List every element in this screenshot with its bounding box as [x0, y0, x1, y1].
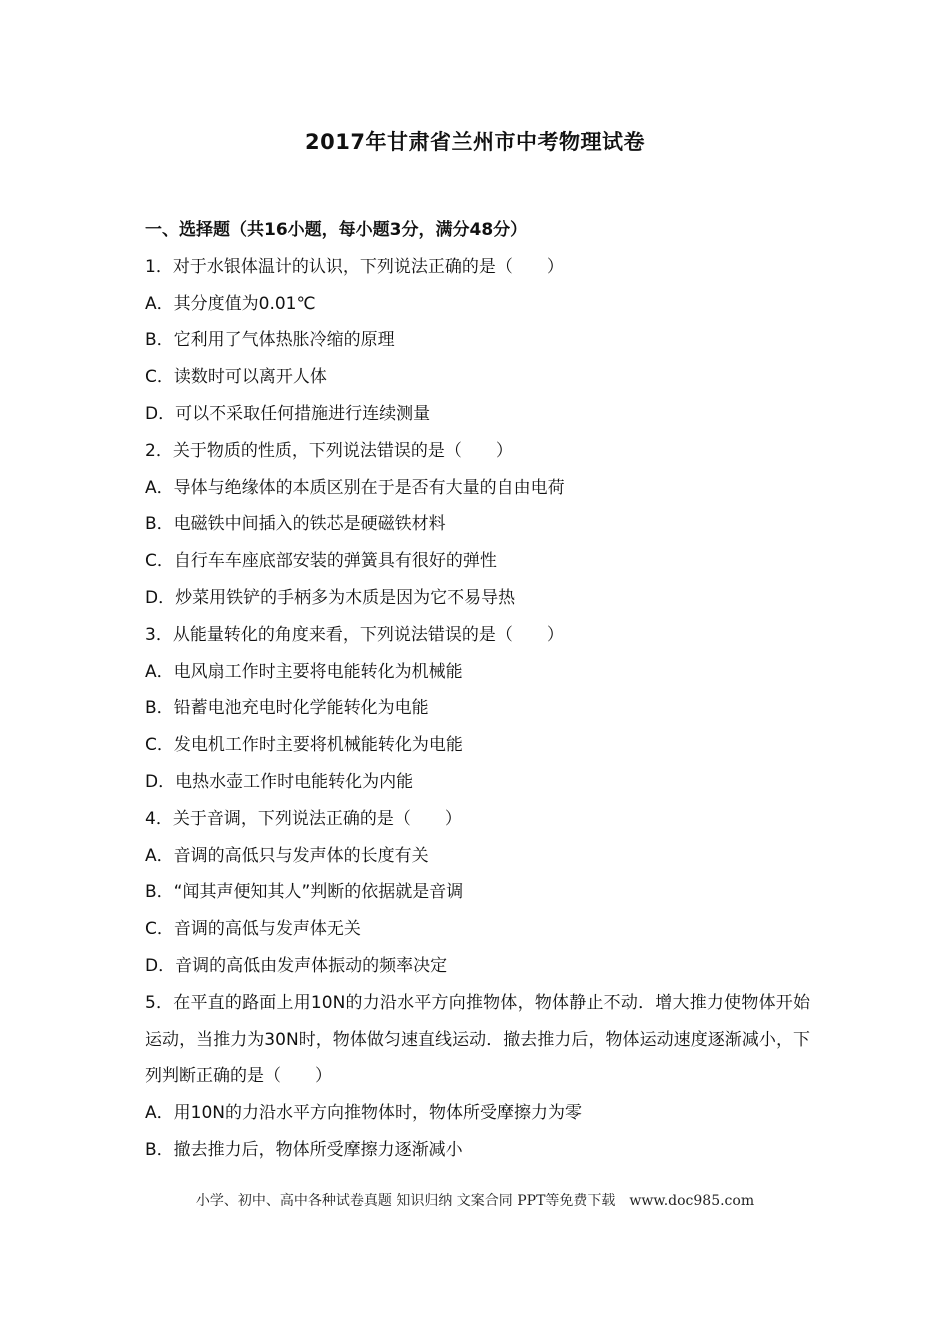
- option-d: D．可以不采取任何措施进行连续测量: [145, 403, 431, 424]
- option-c: C．发电机工作时主要将机械能转化为电能: [145, 735, 463, 756]
- question-stem: 3．从能量转化的角度来看，下列说法错误的是（ ）: [145, 624, 564, 645]
- option-c: C．读数时可以离开人体: [145, 367, 327, 388]
- option-a: A．电风扇工作时主要将电能转化为机械能: [145, 661, 463, 682]
- option-b: B．撤去推力后，物体所受摩擦力逐渐减小: [145, 1139, 463, 1160]
- option-b: B．铅蓄电池充电时化学能转化为电能: [145, 698, 429, 719]
- option-c: C．自行车车座底部安装的弹簧具有很好的弹性: [145, 551, 497, 572]
- option-d: D．电热水壶工作时电能转化为内能: [145, 771, 414, 792]
- page-title: 2017年甘肃省兰州市中考物理试卷: [305, 130, 645, 154]
- option-b: B．“闻其声便知其人”判断的依据就是音调: [145, 882, 464, 903]
- section-heading: 一、选择题（共16小题，每小题3分，满分48分）: [145, 220, 528, 240]
- option-d: D．音调的高低由发声体振动的频率决定: [145, 955, 448, 976]
- question-stem: 1．对于水银体温计的认识，下列说法正确的是（ ）: [145, 256, 564, 277]
- option-a: A．音调的高低只与发声体的长度有关: [145, 845, 429, 866]
- option-b: B．电磁铁中间插入的铁芯是硬磁铁材料: [145, 514, 446, 535]
- question-3: [145, 617, 810, 801]
- question-5: [145, 985, 810, 1169]
- option-a: A．用10N的力沿水平方向推物体时，物体所受摩擦力为零: [145, 1103, 582, 1124]
- option-a: A．其分度值为0.01℃: [145, 293, 316, 314]
- option-b: B．它利用了气体热胀冷缩的原理: [145, 330, 395, 351]
- page-footer: 小学、初中、高中各种试卷真题 知识归纳 文案合同 PPT等免费下载 www.doc985.com: [195, 1193, 755, 1209]
- exam-content: [145, 212, 810, 1169]
- option-d: D．炒菜用铁铲的手柄多为木质是因为它不易导热: [145, 587, 516, 608]
- question-stem: 5．在平直的路面上用10N的力沿水平方向推物体，物体静止不动．增大推力使物体开始运动，当推力为30N时，物体做匀速直线运动．撤去推力后，物体运动速度逐渐减小，下列判断正确的是（ ）: [145, 992, 810, 1087]
- option-c: C．音调的高低与发声体无关: [145, 919, 361, 940]
- question-stem: 4．关于音调，下列说法正确的是（ ）: [145, 808, 462, 829]
- question-4: [145, 801, 810, 985]
- question-2: [145, 433, 810, 617]
- question-1: [145, 249, 810, 433]
- option-a: A．导体与绝缘体的本质区别在于是否有大量的自由电荷: [145, 477, 565, 498]
- question-stem: 2．关于物质的性质，下列说法错误的是（ ）: [145, 440, 513, 461]
